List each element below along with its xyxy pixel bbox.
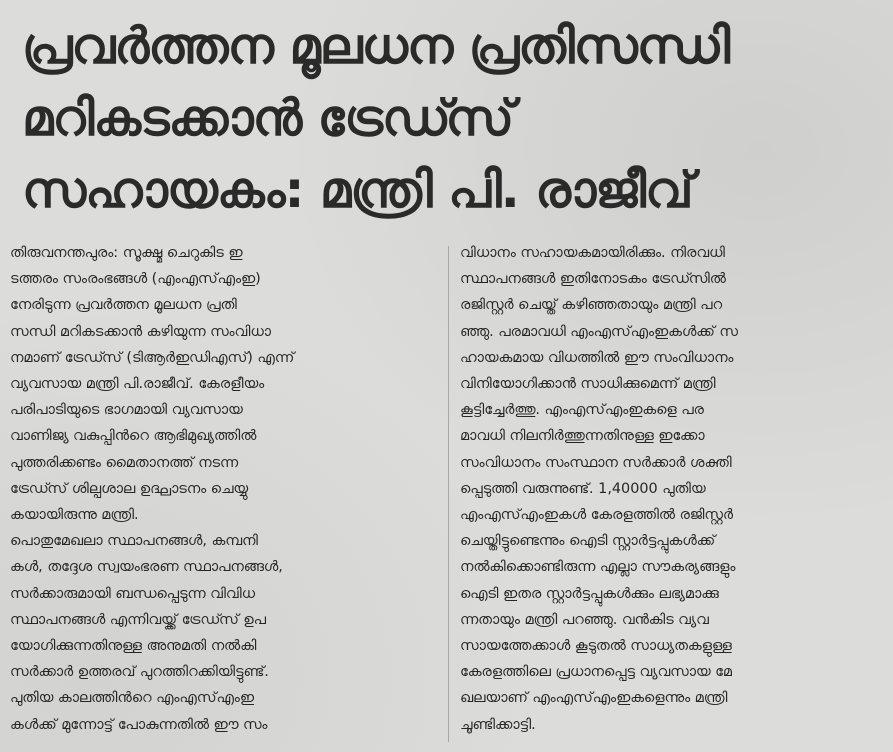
text-line: പൊതുമേഖലാ സ്ഥാപനങ്ങൾ, കമ്പനി <box>10 533 258 550</box>
text-line: നൽകിക്കൊണ്ടിരുന്ന എല്ലാ സൗകര്യങ്ങളും <box>460 559 736 576</box>
text-line: കൂട്ടിച്ചേർത്തു. എംഎസ്എംഇകളെ പര <box>460 402 704 419</box>
text-line: കൾക്ക് മുന്നോട്ട് പോകുന്നതിൽ ഈ സം <box>10 716 268 733</box>
text-line: രജിസ്റ്റർ ചെയ്ത് കഴിഞ്ഞതായും മന്ത്രി പറ <box>460 297 722 314</box>
text-line: നമാണ് ട്രേഡ്സ് (ടിആർഇഡിഎസ്) എന്ന് <box>10 349 295 366</box>
text-line: ചെയ്തിട്ടുണ്ടെന്നും ഐടി സ്റ്റാർട്ടപ്പുകൾക്ക് <box>460 533 716 550</box>
text-line: മാവധി നിലനിർത്തുന്നതിനുള്ള ഇക്കോ <box>460 428 705 445</box>
article-column-left <box>10 240 438 738</box>
text-line: സ്ഥാപനങ്ങൾ എന്നിവയ്ക്ക് ട്രേഡ്സ് ഉപ <box>10 611 266 628</box>
text-line: യോഗിക്കുന്നതിനുള്ള അനുമതി നൽകി <box>10 638 257 655</box>
text-line: കയായിരുന്നു മന്ത്രി. <box>10 507 139 524</box>
text-line: ചൂണ്ടിക്കാട്ടി. <box>460 716 536 733</box>
text-line: വിനിയോഗിക്കാൻ സാധിക്കുമെന്ന് മന്ത്രി <box>460 376 716 393</box>
text-line: കേരളത്തിലെ പ്രധാനപ്പെട്ട വ്യവസായ മേ <box>460 664 732 681</box>
text-line: കൾ, തദ്ദേശ സ്വയംഭരണ സ്ഥാപനങ്ങൾ, <box>10 559 283 576</box>
text-line: സർക്കാരുമായി ബന്ധപ്പെടുന്ന വിവിധ <box>10 585 256 602</box>
text-line: സർക്കാർ ഉത്തരവ് പുറത്തിറക്കിയിട്ടുണ്ട്. <box>10 664 269 681</box>
text-line: നേരിടുന്ന പ്രവർത്തന മൂലധന പ്രതി <box>10 297 237 314</box>
text-line: വ്യവസായ മന്ത്രി പി.രാജീവ്. കേരളീയം <box>10 376 265 393</box>
article-column-right <box>460 240 886 738</box>
text-line: പുത്തരിക്കണ്ടം മൈതാനത്ത് നടന്ന <box>10 454 239 471</box>
text-line: വിധാനം സഹായകമായിരിക്കും. നിരവധി <box>460 245 725 261</box>
text-line: പുതിയ കാലത്തിൻറെ എംഎസ്എംഇ <box>10 690 254 707</box>
text-line: സ്ഥാപനങ്ങൾ ഇതിനോടകം ട്രേഡ്സിൽ <box>460 271 726 288</box>
headline-line: സഹായകം: മന്ത്രി പി. രാജീവ് <box>22 161 693 219</box>
article-paragraph <box>10 240 438 528</box>
column-divider <box>448 246 449 742</box>
article-paragraph <box>460 240 886 738</box>
text-line: വാണിജ്യ വകുപ്പിൻറെ ആഭിമുഖ്യത്തിൽ <box>10 428 257 445</box>
text-line: തിരുവനന്തപുരം: സൂക്ഷ്മ ചെറുകിട ഇ <box>10 245 243 261</box>
text-line: ഖലയാണ് എംഎസ്എംഇകളെന്നും മന്ത്രി <box>460 690 728 707</box>
text-line: എംഎസ്എംഇകൾ കേരളത്തിൽ രജിസ്റ്റർ <box>460 507 733 524</box>
text-line: പരിപാടിയുടെ ഭാഗമായി വ്യവസായ <box>10 402 243 419</box>
text-line: ഞ്ഞു. പരമാവധി എംഎസ്എംഇകൾക്ക് സ <box>460 323 738 340</box>
text-line: ഹായകമായ വിധത്തിൽ ഈ സംവിധാനം <box>460 349 734 366</box>
text-line: സന്ധി മറികടക്കാൻ കഴിയുന്ന സംവിധാ <box>10 323 271 340</box>
text-line: ടത്തരം സംരംഭങ്ങൾ (എംഎസ്എംഇ) <box>10 271 261 288</box>
text-line: സായത്തേക്കാൾ കൂടുതൽ സാധ്യതകളുള്ള <box>460 638 732 655</box>
article-paragraph <box>10 528 438 738</box>
text-line: ട്രേഡ്സ് ശില്പശാല ഉദ്ഘാടനം ചെയ്യു <box>10 480 249 497</box>
text-line: ന്നതായും മന്ത്രി പറഞ്ഞു. വൻകിട വ്യവ <box>460 611 709 628</box>
headline-line: മറികടക്കാൻ ട്രേഡ്സ് <box>22 89 514 147</box>
headline-line: പ്രവർത്തന മൂലധന പ്രതിസന്ധി <box>22 17 730 75</box>
article-headline <box>22 10 882 226</box>
text-line: സംവിധാനം സംസ്ഥാന സർക്കാർ ശക്തി <box>460 454 732 471</box>
text-line: ഐടി ഇതര സ്റ്റാർട്ടപ്പുകൾക്കും ലഭ്യമാക്കു <box>460 585 719 602</box>
text-line: പ്പെടുത്തി വരുന്നുണ്ട്. 1,40000 പുതിയ <box>460 480 706 497</box>
